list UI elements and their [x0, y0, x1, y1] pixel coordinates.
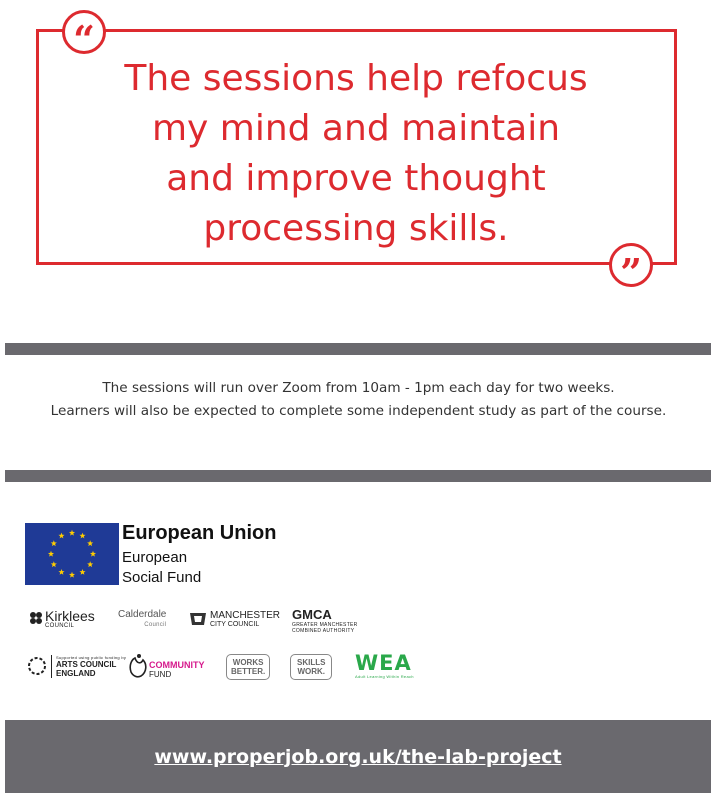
eu-star-icon	[58, 569, 64, 575]
close-quote-icon: ”	[609, 243, 653, 287]
eu-star-icon	[90, 551, 96, 557]
eu-star-icon	[69, 572, 75, 578]
arts-council-mark-icon	[27, 656, 47, 676]
study-info-line: Learners will also be expected to complete some independent study as part of the course.	[50, 403, 667, 419]
wea-logo: WEA Adult Learning Within Reach	[355, 651, 414, 679]
session-info-line: The sessions will run over Zoom from 10am - 1pm each day for two weeks.	[102, 380, 615, 396]
eu-star-icon	[51, 540, 57, 546]
section-divider	[5, 343, 711, 355]
eu-star-icon	[69, 530, 75, 536]
eu-star-icon	[87, 540, 93, 546]
open-quote-icon: “	[62, 10, 106, 54]
project-website-link[interactable]: www.properjob.org.uk/the-lab-project	[154, 745, 562, 768]
testimonial-quote	[60, 54, 652, 254]
section-divider	[5, 470, 711, 482]
eu-flag-icon	[25, 523, 119, 585]
kirklees-mark-icon	[28, 610, 44, 626]
footer-bar	[5, 720, 711, 793]
eu-star-icon	[79, 533, 85, 539]
eu-subtitle: European	[122, 549, 188, 566]
works-better-logo: WORKS BETTER.	[226, 652, 270, 684]
eu-star-icon	[79, 569, 85, 575]
eu-subtitle: Social Fund	[122, 569, 202, 586]
eu-star-icon	[87, 561, 93, 567]
skills-work-logo: SKILLS WORK.	[290, 652, 332, 684]
eu-star-icon	[48, 551, 54, 557]
gmca-logo: GMCA GREATER MANCHESTER COMBINED AUTHORITY	[292, 607, 358, 634]
quote-line: my mind and maintain	[151, 108, 561, 149]
calderdale-logo: Calderdale Council	[118, 609, 167, 628]
eu-star-icon	[58, 533, 64, 539]
eu-title: European Union	[122, 522, 277, 544]
eu-star-icon	[51, 561, 57, 567]
quote-line: and improve thought	[166, 158, 546, 199]
quote-line: processing skills.	[203, 208, 509, 249]
quote-line: The sessions help refocus	[124, 58, 588, 99]
manchester-crest-icon	[188, 611, 208, 627]
community-fund-hand-icon	[127, 652, 149, 678]
